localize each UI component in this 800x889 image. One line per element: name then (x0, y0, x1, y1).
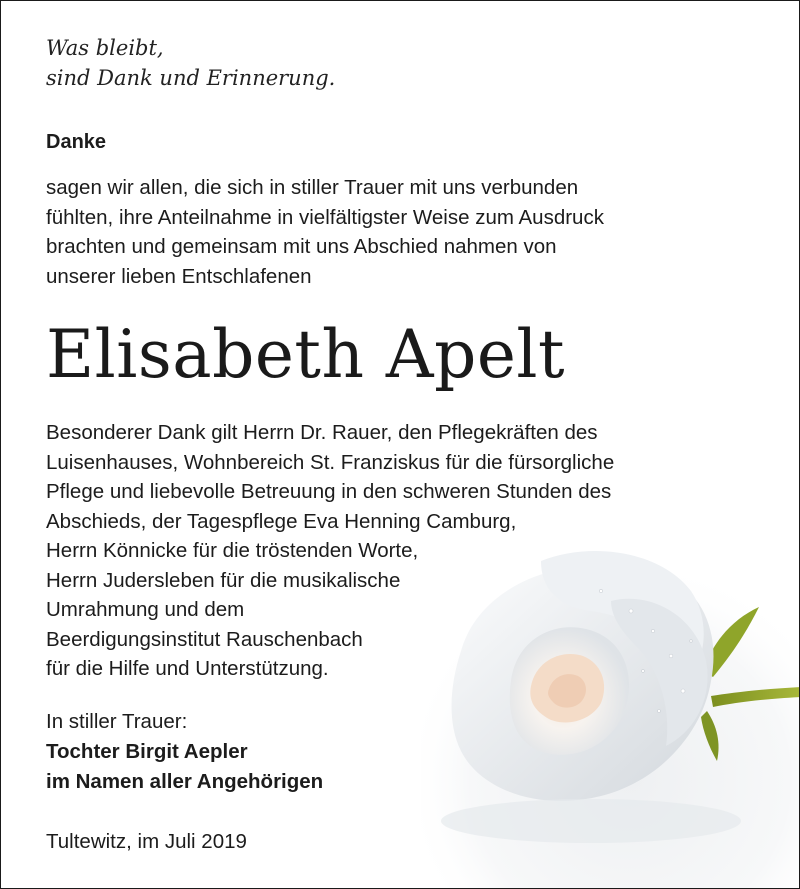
text-line: Abschieds, der Tagespflege Eva Henning Camburg, (46, 509, 517, 533)
signoff (46, 707, 323, 797)
text-line: brachten und gemeinsam mit uns Abschied nahmen von (46, 235, 557, 258)
motto-line: sind Dank und Erinnerung. (46, 66, 336, 90)
motto-line: Was bleibt, (46, 36, 164, 60)
text-line: Herrn Judersleben für die musikalische (46, 568, 401, 592)
heading: Danke (46, 131, 107, 153)
text-line: Besonderer Dank gilt Herrn Dr. Rauer, den Pflegekräften des (46, 421, 598, 444)
signoff-intro: In stiller Trauer: (46, 710, 188, 733)
text-line: fühlten, ihre Anteilnahme in vielfältigster Weise zum Ausdruck (46, 205, 604, 229)
text-line: Beerdigungsinstitut Rauschenbach (46, 627, 363, 651)
text-line: Luisenhauses, Wohnbereich St. Franziskus für die fürsorgliche (46, 450, 615, 474)
text-line: unserer lieben Entschlafenen (46, 264, 312, 288)
signoff-family: im Namen aller Angehörigen (46, 770, 324, 793)
deceased-name: Elisabeth Apelt (46, 316, 566, 393)
place-date: Tultewitz, im Juli 2019 (46, 830, 247, 853)
text-line: Pflege und liebevolle Betreuung in den schweren Stunden des (46, 480, 612, 503)
motto (46, 33, 335, 93)
text-line: Herrn Könnicke für die tröstenden Worte, (46, 539, 419, 562)
text-line: sagen wir allen, die sich in stiller Trauer mit uns verbunden (46, 176, 579, 199)
intro-paragraph (46, 173, 604, 291)
text-line: Umrahmung und dem (46, 598, 245, 621)
text-line: für die Hilfe und Unterstützung. (46, 657, 329, 680)
signoff-name: Tochter Birgit Aepler (46, 740, 248, 763)
thanks-paragraph (46, 418, 614, 684)
